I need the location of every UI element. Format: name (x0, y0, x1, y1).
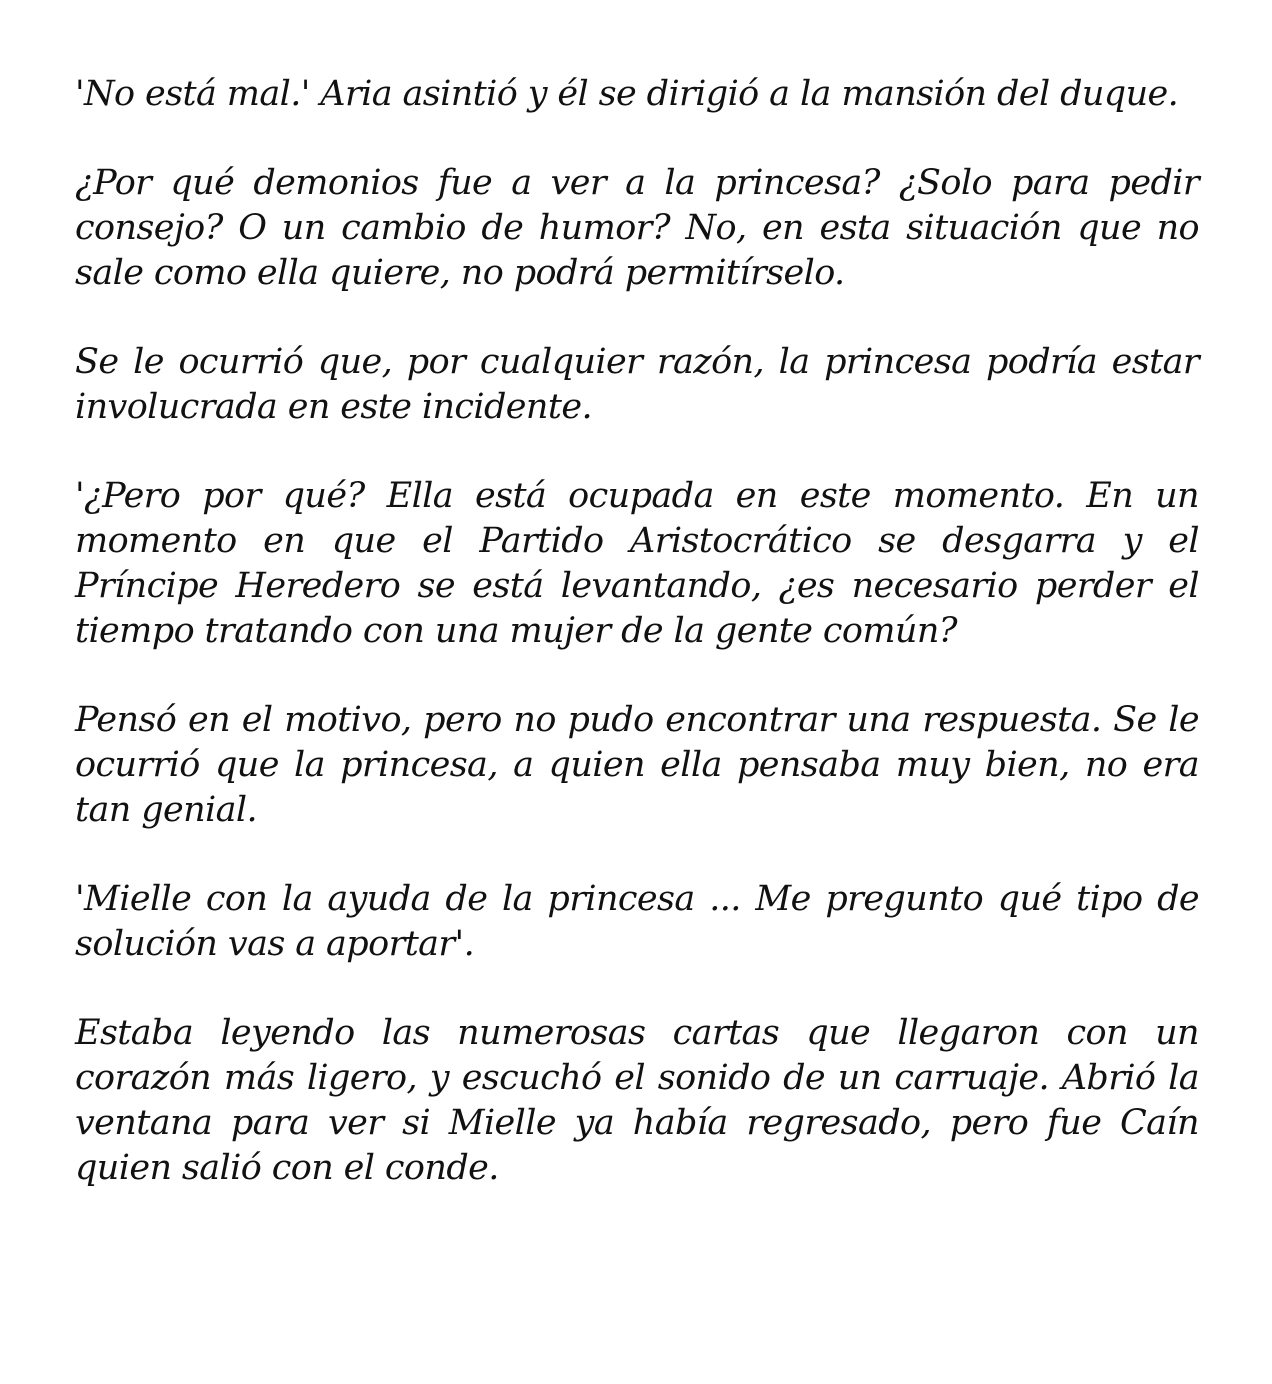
document-body (75, 72, 1199, 1191)
paragraph: '¿Pero por qué? Ella está ocupada en este momento. En un momento en que el Partido Aristocrático se desgarra y el Príncipe Heredero se está levantando, ¿es necesario perder el tiempo tratando con una mujer de la gente común? (75, 476, 1199, 651)
paragraph: 'No está mal.' Aria asintió y él se dirigió a la mansión del duque. (75, 74, 1179, 114)
paragraph: Estaba leyendo las numerosas cartas que llegaron con un corazón más ligero, y escuchó el sonido de un carruaje. Abrió la ventana para ver si Mielle ya había regresado, pero fue Caín quien salió con el conde. (75, 1013, 1199, 1188)
paragraph: Se le ocurrió que, por cualquier razón, la princesa podría estar involucrada en este incidente. (75, 342, 1199, 427)
paragraph: ¿Por qué demonios fue a ver a la princesa? ¿Solo para pedir consejo? O un cambio de humor? No, en esta situación que no sale como ella quiere, no podrá permitírselo. (75, 163, 1199, 293)
paragraph: 'Mielle con la ayuda de la princesa ... Me pregunto qué tipo de solución vas a aportar'. (75, 879, 1199, 964)
paragraph: Pensó en el motivo, pero no pudo encontrar una respuesta. Se le ocurrió que la princesa, a quien ella pensaba muy bien, no era tan genial. (75, 700, 1199, 830)
